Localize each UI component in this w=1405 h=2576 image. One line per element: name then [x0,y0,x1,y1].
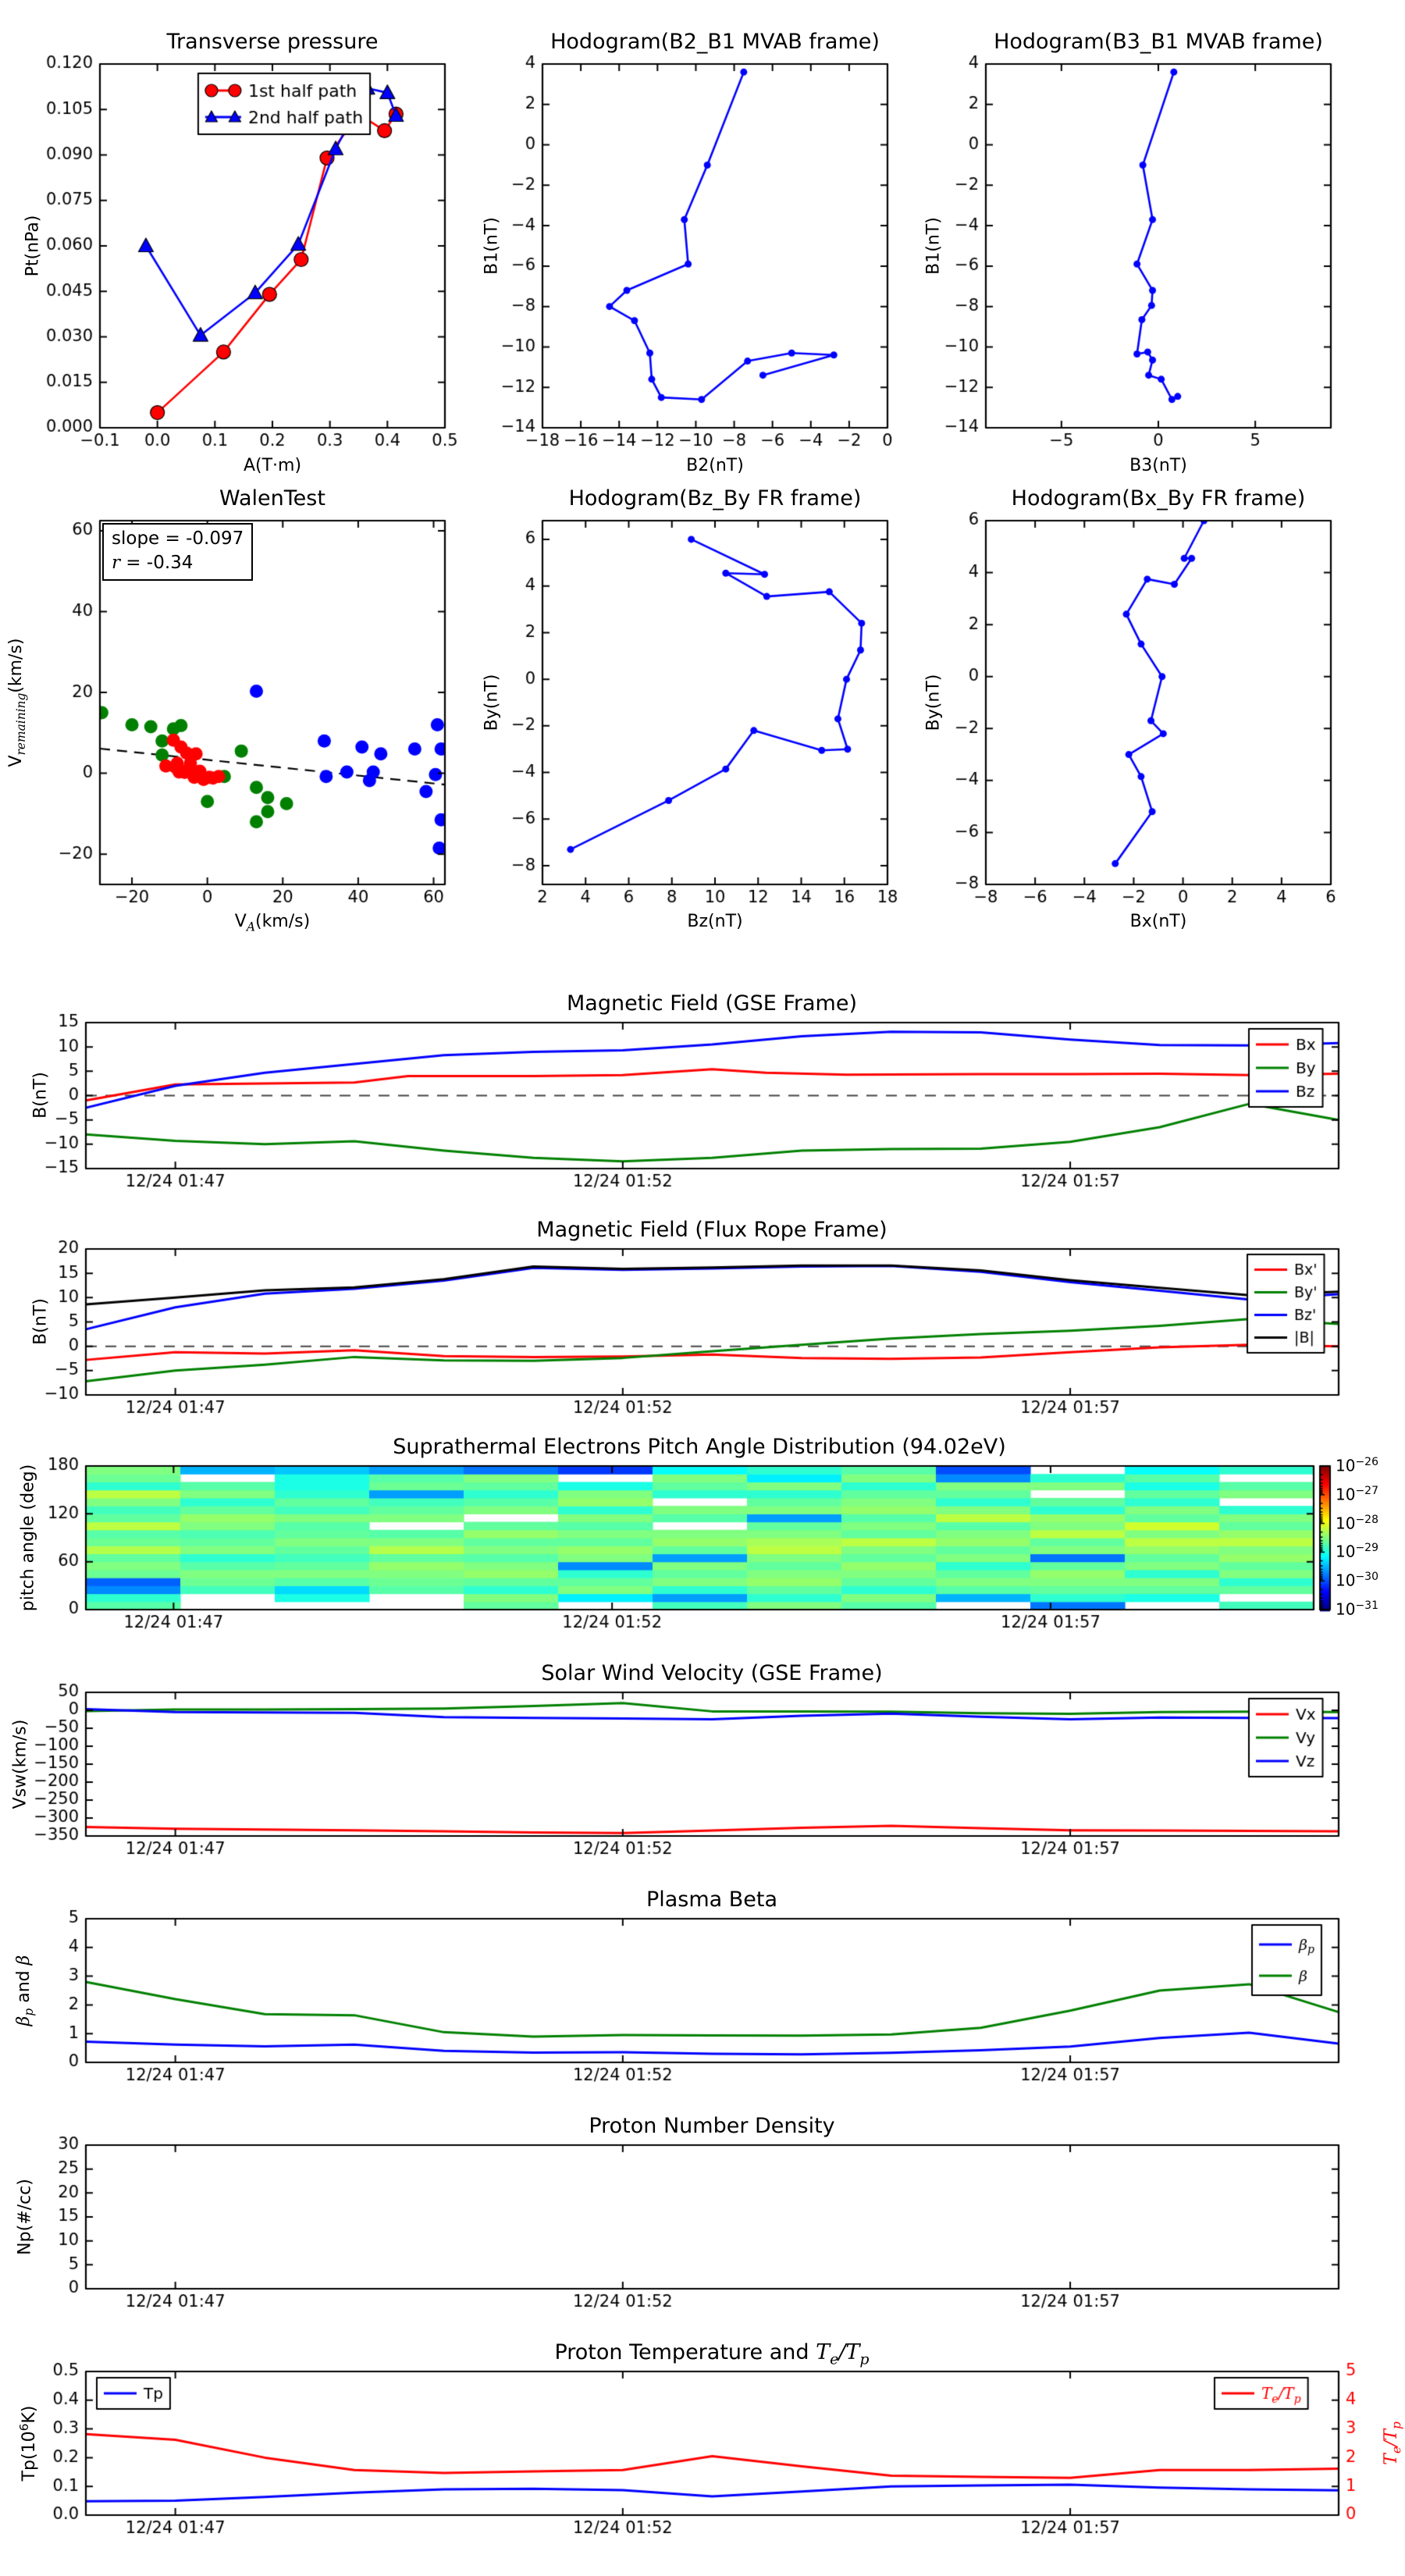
walen-stats-box [102,523,253,581]
ylabel-beta: $\beta_p$ and β [13,1955,37,2026]
title-hodogram-bzby: Hodogram(Bz_By FR frame) [568,486,862,511]
ylabel-vsw: Vsw(km/s) [10,1719,30,1809]
xlabel-a-tm: A(T·m) [243,456,302,475]
xlabel-bx: Bx(nT) [1129,912,1187,931]
colorbar-tick-label: $10^{-28}$ [1336,1513,1378,1533]
title-hodogram-b3b1: Hodogram(B3_B1 MVAB frame) [994,30,1323,54]
ylabel-by-p6: By(nT) [923,674,944,731]
title-plasma-beta: Plasma Beta [646,1888,778,1912]
title-pitch-angle-distribution: Suprathermal Electrons Pitch Angle Distribution (94.02eV) [393,1435,1006,1459]
xlabel-bz: Bz(nT) [687,912,743,931]
xlabel-b2: B2(nT) [686,456,744,475]
ylabel-b-fr: B(nT) [30,1298,51,1345]
ylabel-by-p5: By(nT) [482,674,502,731]
walen-slope-text: slope = -0.097 [112,528,244,549]
title-hodogram-b2b1: Hodogram(B2_B1 MVAB frame) [550,30,880,54]
walen-r-text: r = -0.34 [112,553,194,573]
title-transverse-pressure: Transverse pressure [166,30,379,54]
title-magnetic-field-flux-rope: Magnetic Field (Flux Rope Frame) [536,1218,887,1242]
ylabel-b-gse: B(nT) [30,1072,51,1119]
colorbar-tick-label: $10^{-30}$ [1336,1571,1378,1590]
title-magnetic-field-gse: Magnetic Field (GSE Frame) [566,991,858,1016]
colorbar-tick-label: $10^{-26}$ [1336,1456,1378,1475]
ylabel-tp: $Tp(10^6K)$ [16,2405,40,2482]
ylabel-te-tp-right: $T_e/T_p$ [1381,2421,1404,2465]
ylabel-np: Np(#/cc) [15,2179,35,2255]
title-solar-wind-velocity: Solar Wind Velocity (GSE Frame) [541,1661,883,1685]
colorbar-tick-label: $10^{-27}$ [1336,1484,1378,1504]
title-proton-number-density: Proton Number Density [589,2114,835,2138]
colorbar-tick-label: $10^{-31}$ [1336,1599,1378,1619]
xlabel-b3: B3(nT) [1129,456,1187,475]
ylabel-pt: Pt(nPa) [23,215,43,277]
title-hodogram-bxby: Hodogram(Bx_By FR frame) [1011,486,1306,511]
ylabel-v-remaining: $V_{remaining}(km/s)$ [5,638,29,767]
ylabel-pitch-angle: pitch angle (deg) [18,1464,38,1612]
ylabel-b1-p3: B1(nT) [923,217,944,275]
title-walen-test: WalenTest [219,486,325,511]
colorbar-tick-label: $10^{-29}$ [1336,1542,1378,1562]
xlabel-va: $V_A(km/s)$ [234,912,311,934]
title-proton-temperature: Proton Temperature and $T_e/T_p$ [554,2340,870,2368]
ylabel-b1-p2: B1(nT) [482,217,502,275]
